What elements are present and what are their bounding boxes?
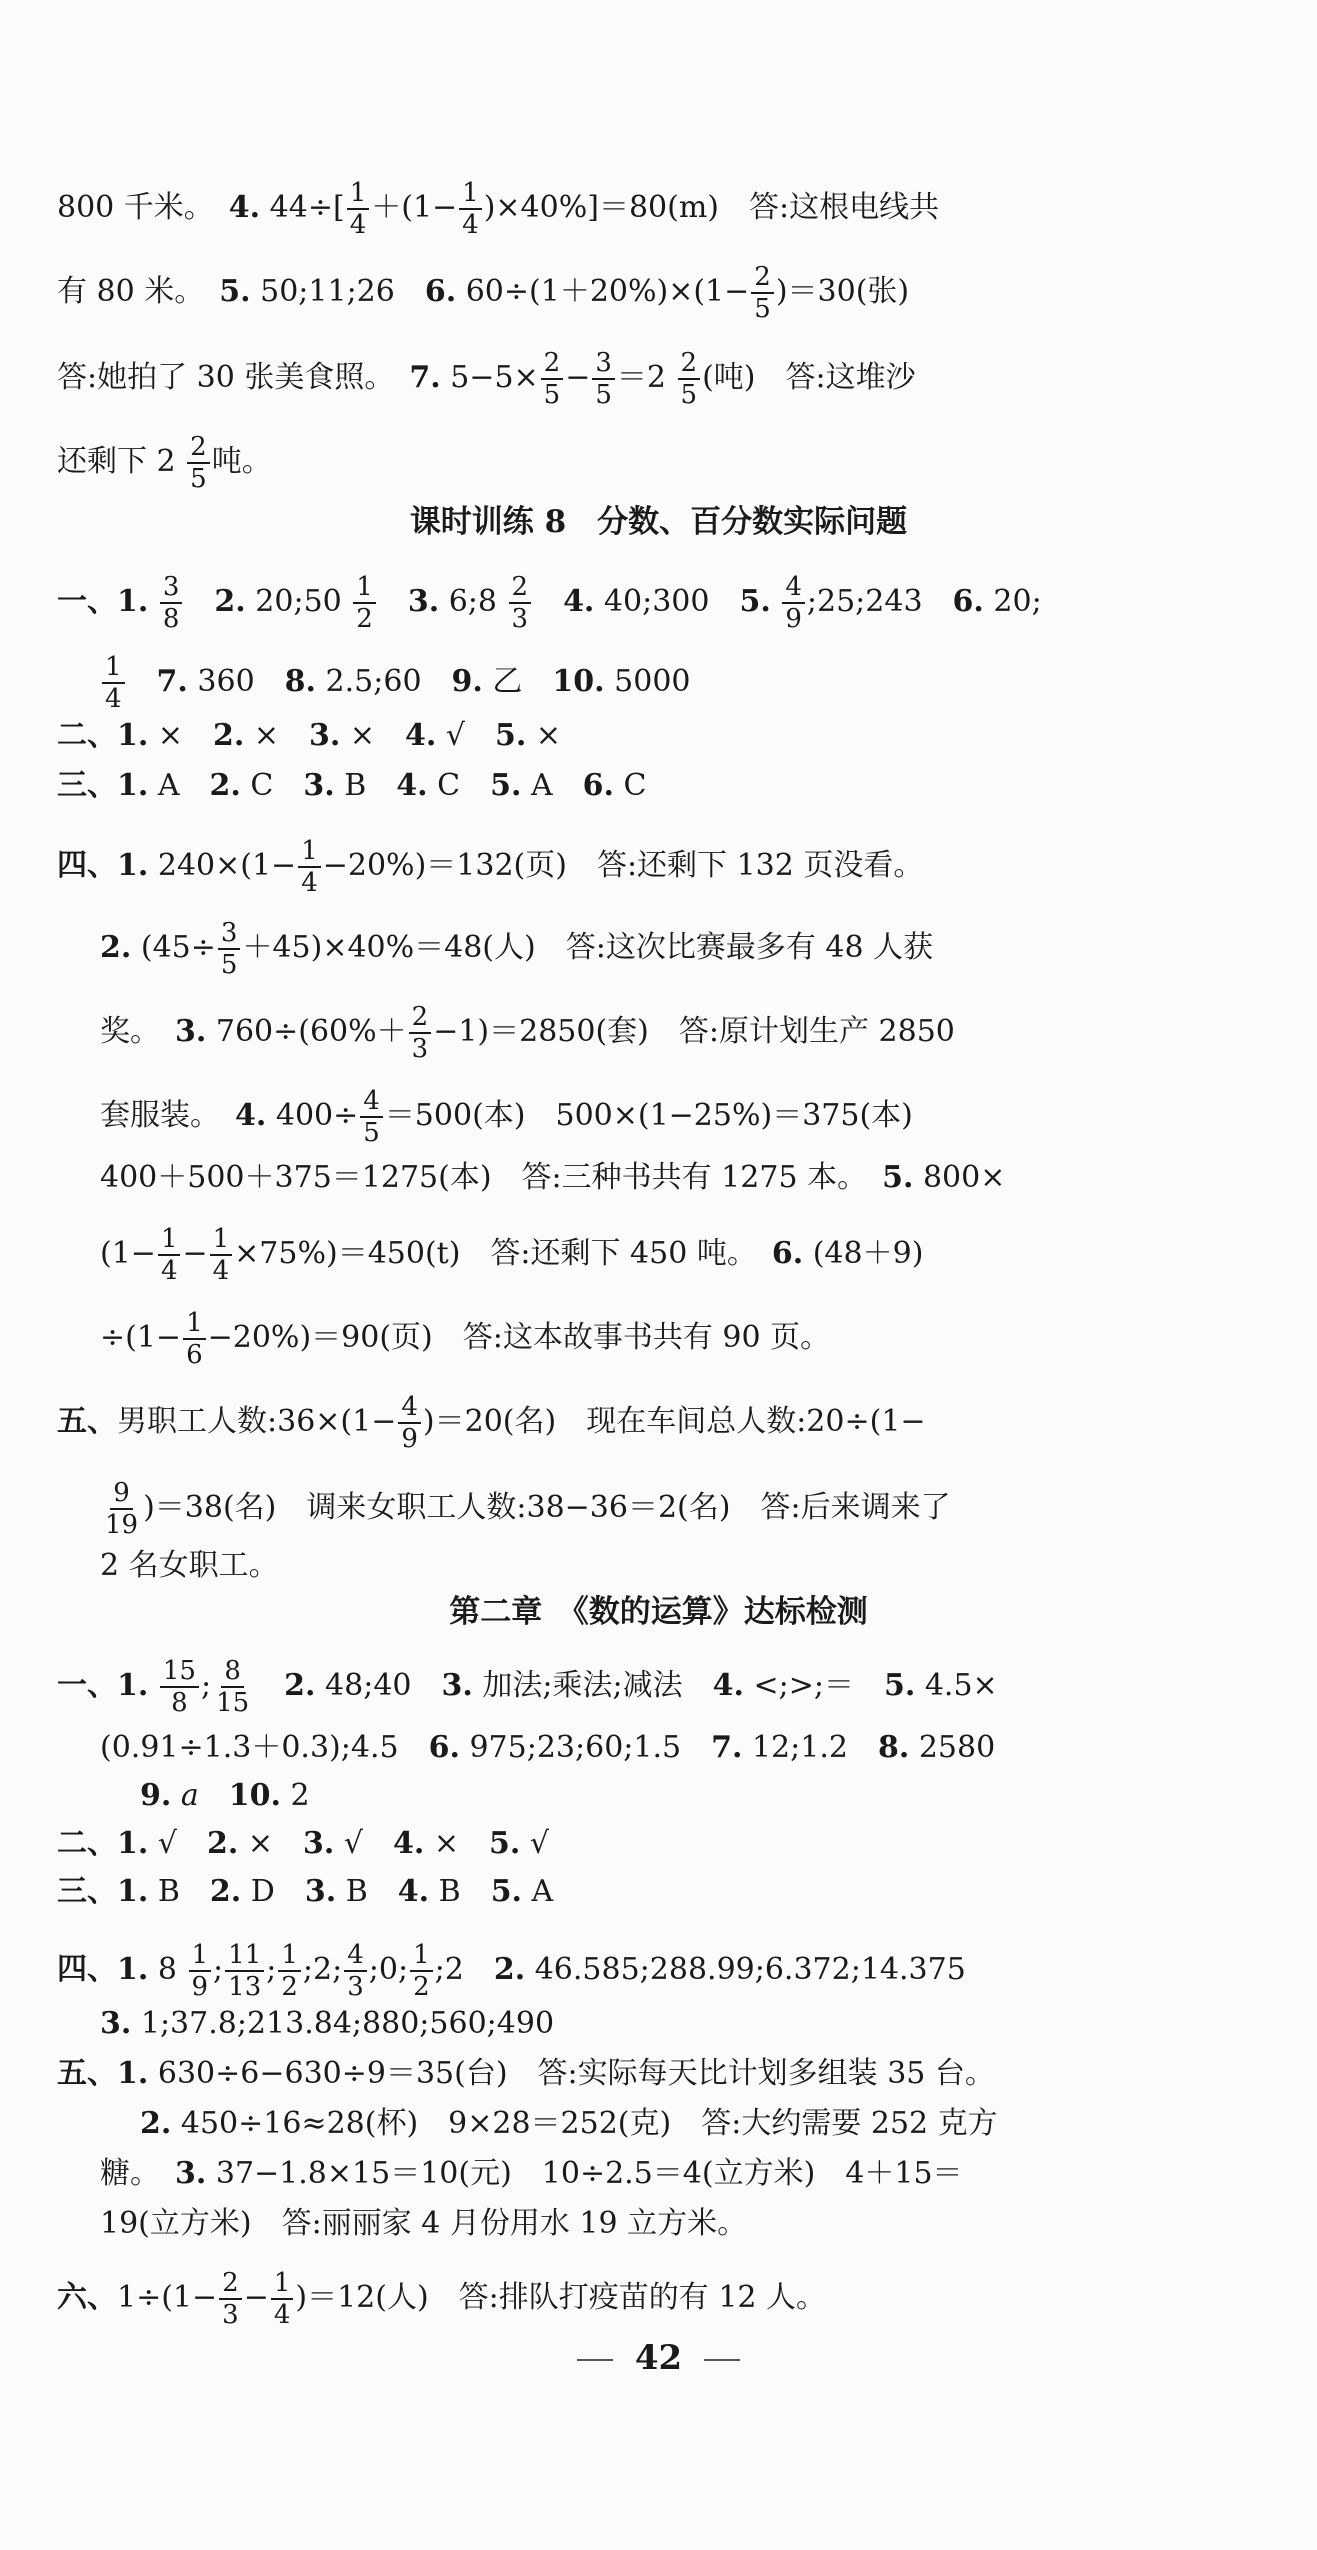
line-29: 六、1÷(1− $\frac{2}{3}$ − $\frac{1}{4}$ )＝12(人) 答:排队打疫苗的有 12 人。 bbox=[57, 2268, 827, 2330]
line-14: ÷(1− $\frac{1}{6}$ −20%)＝90(页) 答:这本故事书共有 90 页。 bbox=[100, 1308, 831, 1370]
line-28: 19(立方米) 答:丽丽家 4 月份用水 19 立方米。 bbox=[100, 2206, 748, 2241]
line-4: 一、1. $\frac{3}{8}$ 2. 20;50 $\frac{1}{2}$ 3. 6;8 $\frac{2}{3}$ 4. 40;300 5. $\frac{4}{9}$ ;25;243 6. 20; bbox=[57, 572, 1042, 634]
line-8: 四、1. 240×(1− $\frac{1}{4}$ −20%)＝132(页) 答:还剩下 132 页没看。 bbox=[57, 836, 924, 898]
line-21: 二、1. √ 2. × 3. √ 4. × 5. √ bbox=[57, 1826, 549, 1861]
line-25: 五、1. 630÷6−630÷9＝35(台) 答:实际每天比计划多组装 35 台。 bbox=[57, 2056, 995, 2091]
section-title-8: 课时训练 8 分数、百分数实际问题 bbox=[409, 504, 908, 540]
line-13: (1− $\frac{1}{4}$ − $\frac{1}{4}$ ×75%)＝450(t) 答:还剩下 450 吨。 6. (48＋9) bbox=[100, 1224, 924, 1286]
line-19: (0.91÷1.3＋0.3);4.5 6. 975;23;60;1.5 7. 12;1.2 8. 2580 bbox=[100, 1730, 996, 1765]
line-3: 还剩下 2 $\frac{2}{5}$ 吨。 bbox=[57, 432, 272, 494]
chapter-title-2: 第二章 《数的运算》达标检测 bbox=[449, 1594, 868, 1630]
line-12: 400＋500＋375＝1275(本) 答:三种书共有 1275 本。 5. 800× bbox=[100, 1160, 1006, 1195]
line-26: 2. 450÷16≈28(杯) 9×28＝252(克) 答:大约需要 252 克方 bbox=[140, 2106, 998, 2141]
line-22: 三、1. B 2. D 3. B 4. B 5. A bbox=[57, 1874, 554, 1909]
line-15: 五、男职工人数:36×(1− $\frac{4}{9}$ )＝20(名) 现在车间总人数:20÷(1− bbox=[57, 1392, 926, 1454]
line-16: $\frac{9}{19}$ )＝38(名) 调来女职工人数:38−36＝2(名) 答:后来调来了 bbox=[105, 1478, 951, 1540]
line-1: 有 80 米。 5. 50;11;26 6. 60÷(1＋20%)×(1− $\frac{2}{5}$ )＝30(张) bbox=[57, 262, 910, 324]
line-24: 3. 1;37.8;213.84;880;560;490 bbox=[100, 2006, 555, 2041]
line-2: 答:她拍了 30 张美食照。 7. 5−5× $\frac{2}{5}$ − $\frac{3}{5}$ ＝2 $\frac{2}{5}$ (吨) 答:这堆沙 bbox=[57, 348, 916, 410]
line-0: 800 千米。 4. 44÷[ $\frac{1}{4}$ ＋(1− $\frac{1}{4}$ )×40%]＝80(m) 答:这根电线共 bbox=[57, 178, 940, 240]
line-20: 9. a 10. 2 bbox=[140, 1778, 310, 1813]
line-6: 二、1. × 2. × 3. × 4. √ 5. × bbox=[57, 718, 562, 753]
line-27: 糖。 3. 37−1.8×15＝10(元) 10÷2.5＝4(立方米) 4＋15＝ bbox=[100, 2156, 963, 2191]
page-number: 42 bbox=[0, 2338, 1317, 2378]
line-11: 套服装。 4. 400÷ $\frac{4}{5}$ ＝500(本) 500×(1−25%)＝375(本) bbox=[100, 1086, 913, 1148]
line-23: 四、1. 8 $\frac{1}{9}$ ; $\frac{11}{13}$ ; $\frac{1}{2}$ ;2; $\frac{4}{3}$ ;0; $\frac{1}{2}$ ;2 2. 46.585;288.99;6.372;14.375 bbox=[57, 1940, 966, 2002]
line-17: 2 名女职工。 bbox=[100, 1548, 279, 1583]
line-10: 奖。 3. 760÷(60%＋ $\frac{2}{3}$ −1)＝2850(套) 答:原计划生产 2850 bbox=[100, 1002, 955, 1064]
line-9: 2. (45÷ $\frac{3}{5}$ ＋45)×40%＝48(人) 答:这次比赛最多有 48 人获 bbox=[100, 918, 934, 980]
line-18: 一、1. $\frac{15}{8}$ ; $\frac{8}{15}$ 2. 48;40 3. 加法;乘法;减法 4. <;>;＝ 5. 4.5× bbox=[57, 1656, 998, 1718]
line-7: 三、1. A 2. C 3. B 4. C 5. A 6. C bbox=[57, 768, 647, 803]
line-5: $\frac{1}{4}$ 7. 360 8. 2.5;60 9. 乙 10. 5000 bbox=[100, 652, 691, 714]
